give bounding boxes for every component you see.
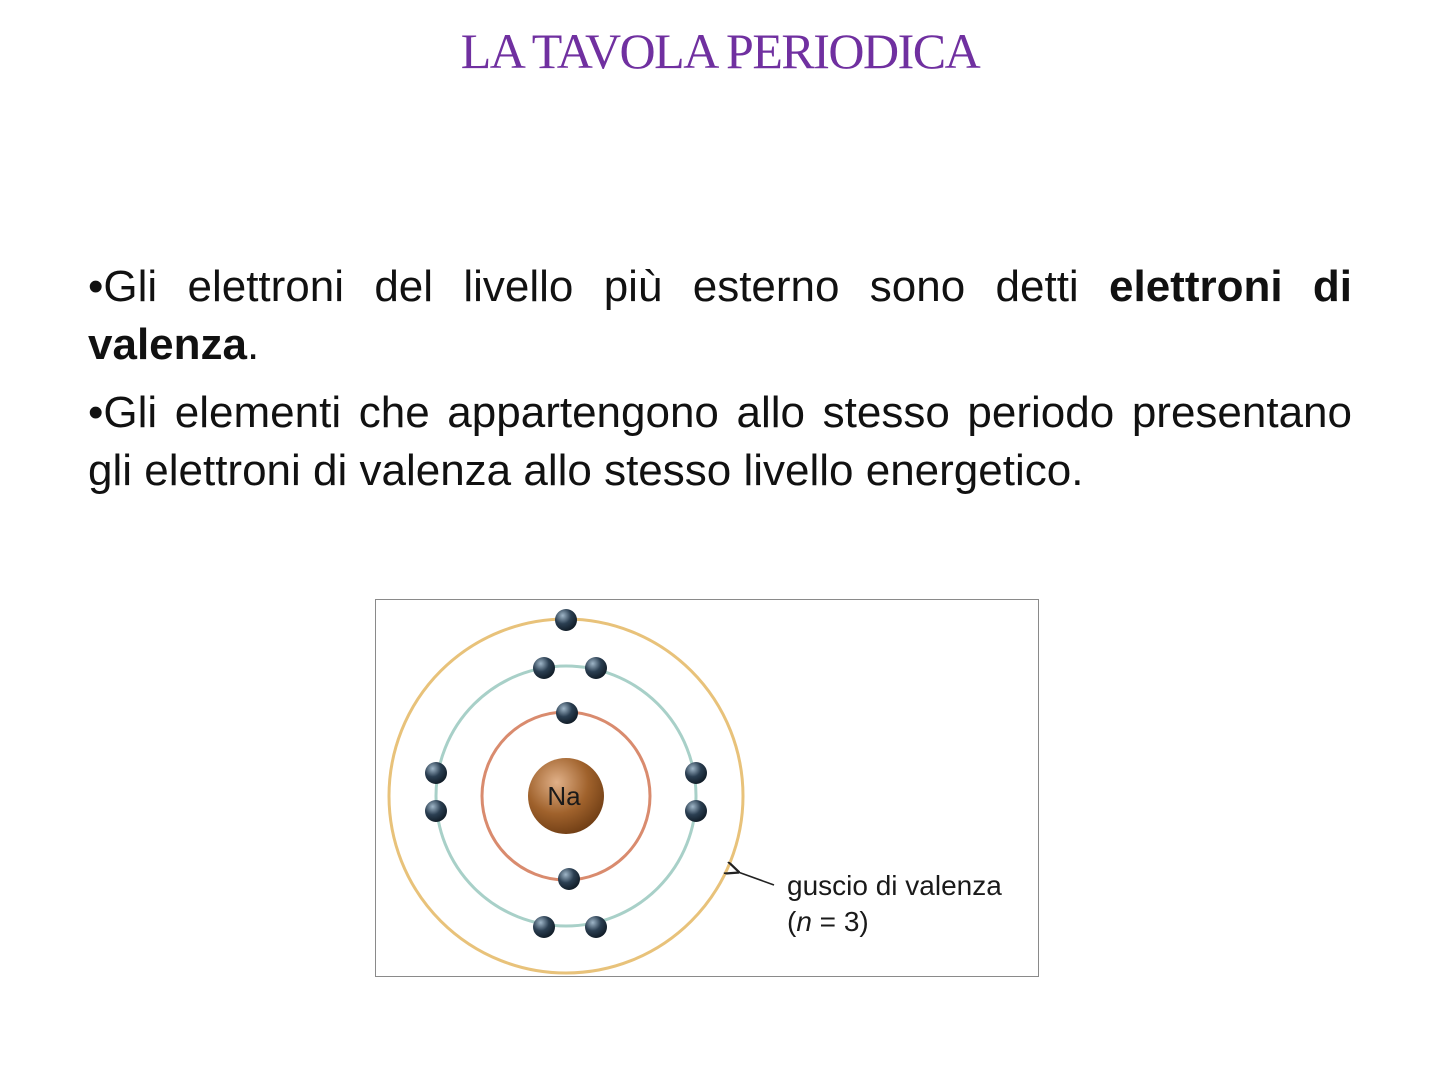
electron-shell-2 — [585, 657, 607, 679]
caption-value: = 3) — [811, 906, 869, 937]
slide-title: LA TAVOLA PERIODICA — [460, 23, 980, 79]
electron-shell-2 — [533, 916, 555, 938]
electron-shell-2 — [533, 657, 555, 679]
slide-body — [88, 258, 1352, 500]
paragraph-2-text: Gli elementi che appartengono allo stesso periodo presentano gli elettroni di valenza allo stesso livello energetico. — [88, 388, 1352, 495]
paragraph-same-period — [88, 384, 1352, 500]
bullet: • — [88, 388, 104, 437]
sodium-atom-figure — [375, 599, 1039, 977]
caption-shell-number — [787, 906, 869, 937]
electron-shell-2 — [585, 916, 607, 938]
electron-shell-2 — [425, 762, 447, 784]
sodium-atom-diagram — [376, 600, 1040, 978]
bullet: • — [88, 262, 104, 311]
electron-shell-2 — [685, 762, 707, 784]
electron-shell-1 — [558, 868, 580, 890]
paragraph-1-end: . — [246, 320, 260, 369]
paragraph-valence-electrons — [88, 258, 1352, 374]
valence-shell-arrow — [738, 872, 774, 885]
caption-variable: n — [796, 906, 812, 937]
electron-shell-2 — [685, 800, 707, 822]
paragraph-1-text: Gli elettroni del livello più esterno sono detti — [103, 262, 1110, 311]
valence-electron — [555, 609, 577, 631]
electron-shell-2 — [425, 800, 447, 822]
caption-paren: ( — [787, 906, 797, 937]
caption-valence-shell: guscio di valenza — [787, 870, 1002, 901]
nucleus-symbol: Na — [547, 781, 581, 811]
term-valenza: valenza — [88, 320, 247, 369]
term-elettroni-di: elettroni di — [1109, 262, 1352, 311]
electron-shell-1 — [556, 702, 578, 724]
